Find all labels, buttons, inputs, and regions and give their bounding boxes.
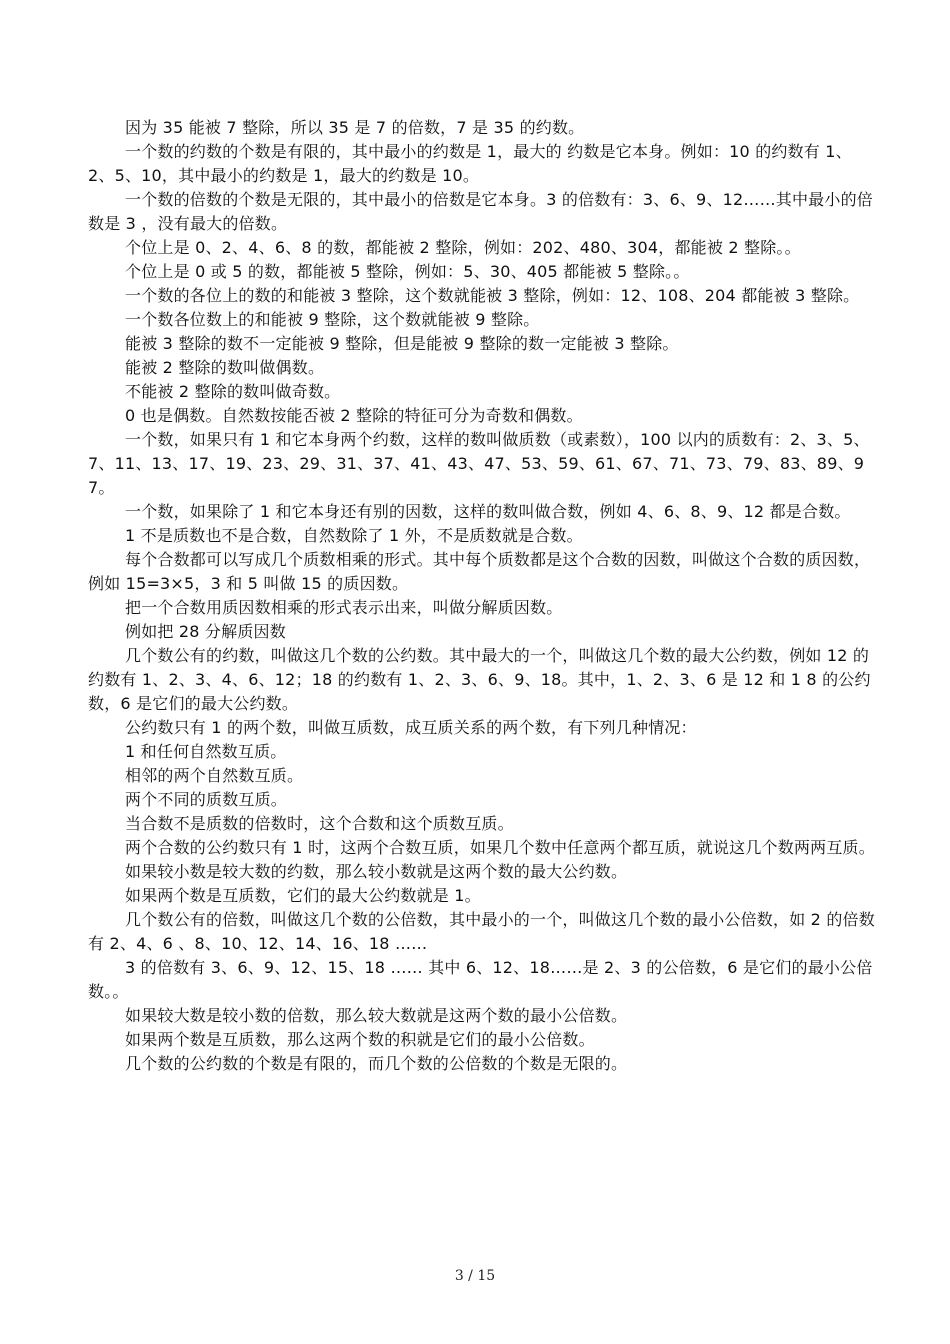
paragraph: 每个合数都可以写成几个质数相乘的形式。其中每个质数都是这个合数的因数，叫做这个合数的质因数，例如 15=3×5，3 和 5 叫做 15 的质因数。: [88, 550, 871, 593]
paragraph: 1 和任何自然数互质。: [125, 742, 287, 761]
paragraph: 公约数只有 1 的两个数，叫做互质数，成互质关系的两个数，有下列几种情况：: [125, 718, 697, 737]
paragraph: 相邻的两个自然数互质。: [125, 766, 304, 785]
paragraph: 几个数的公约数的个数是有限的，而几个数的公倍数的个数是无限的。: [125, 1054, 628, 1073]
paragraph: 3 的倍数有 3、6、9、12、15、18 …… 其中 6、12、18……是 2、3 的公倍数，6 是它们的最小公倍数。。: [88, 958, 873, 1001]
paragraph: 一个数的倍数的个数是无限的，其中最小的倍数是它本身。3 的倍数有：3、6、9、12……其中最小的倍数是 3 ，没有最大的倍数。: [88, 190, 873, 233]
paragraph: 如果较大数是较小数的倍数，那么较大数就是这两个数的最小公倍数。: [125, 1006, 628, 1025]
paragraph: 不能被 2 整除的数叫做奇数。: [125, 382, 341, 401]
paragraph: 例如把 28 分解质因数: [125, 622, 286, 641]
paragraph: 一个数的各位上的数的和能被 3 整除，这个数就能被 3 整除，例如：12、108、204 都能被 3 整除。: [125, 286, 860, 305]
paragraph: 一个数的约数的个数是有限的，其中最小的约数是 1，最大的 约数是它本身。例如：10 的约数有 1、2、5、10，其中最小的约数是 1，最大的约数是 10。: [88, 142, 852, 185]
paragraph: 个位上是 0 或 5 的数，都能被 5 整除，例如：5、30、405 都能被 5 整除。。: [125, 262, 690, 281]
paragraph: 如果两个数是互质数，那么这两个数的积就是它们的最小公倍数。: [125, 1030, 595, 1049]
paragraph: 能被 2 整除的数叫做偶数。: [125, 358, 325, 377]
paragraph: 一个数，如果除了 1 和它本身还有别的因数，这样的数叫做合数，例如 4、6、8、9、12 都是合数。: [125, 502, 851, 521]
paragraph: 一个数各位数上的和能被 9 整除，这个数就能被 9 整除。: [125, 310, 540, 329]
paragraph: 1 不是质数也不是合数，自然数除了 1 外，不是质数就是合数。: [125, 526, 583, 545]
paragraph: 把一个合数用质因数相乘的形式表示出来，叫做分解质因数。: [125, 598, 563, 617]
paragraph: 几个数公有的约数，叫做这几个数的公约数。其中最大的一个，叫做这几个数的最大公约数，例如 12 的约数有 1、2、3、4、6、12；18 的约数有 1、2、3、6、9、18。其中，1、2、3、6 是 12 和 1 8 的公约数，6 是它们的最大公约数。: [88, 646, 871, 713]
paragraph: 当合数不是质数的倍数时，这个合数和这个质数互质。: [125, 814, 514, 833]
paragraph: 如果较小数是较大数的约数，那么较小数就是这两个数的最大公约数。: [125, 862, 628, 881]
paragraph: 一个数，如果只有 1 和它本身两个约数，这样的数叫做质数（或素数），100 以内的质数有：2、3、5、7、11、13、17、19、23、29、31、37、41、43、47、53、59、61、67、71、73、79、83、89、97。: [88, 430, 870, 497]
paragraph: 如果两个数是互质数，它们的最大公约数就是 1。: [125, 886, 481, 905]
paragraph: 能被 3 整除的数不一定能被 9 整除，但是能被 9 整除的数一定能被 3 整除。: [125, 334, 679, 353]
paragraph: 两个合数的公约数只有 1 时，这两个合数互质，如果几个数中任意两个都互质，就说这几个数两两互质。: [125, 838, 875, 857]
page-number: 3 / 15: [454, 1268, 496, 1284]
paragraph: 个位上是 0、2、4、6、8 的数，都能被 2 整除，例如：202、480、304，都能被 2 整除。。: [125, 238, 801, 257]
paragraph: 几个数公有的倍数，叫做这几个数的公倍数，其中最小的一个，叫做这几个数的最小公倍数，如 2 的倍数有 2、4、6 、8、10、12、14、16、18 ……: [88, 910, 875, 953]
paragraph: 因为 35 能被 7 整除，所以 35 是 7 的倍数，7 是 35 的约数。: [125, 118, 585, 137]
document-body: [88, 116, 878, 1076]
paragraph: 两个不同的质数互质。: [125, 790, 288, 809]
paragraph: 0 也是偶数。自然数按能否被 2 整除的特征可分为奇数和偶数。: [125, 406, 583, 425]
